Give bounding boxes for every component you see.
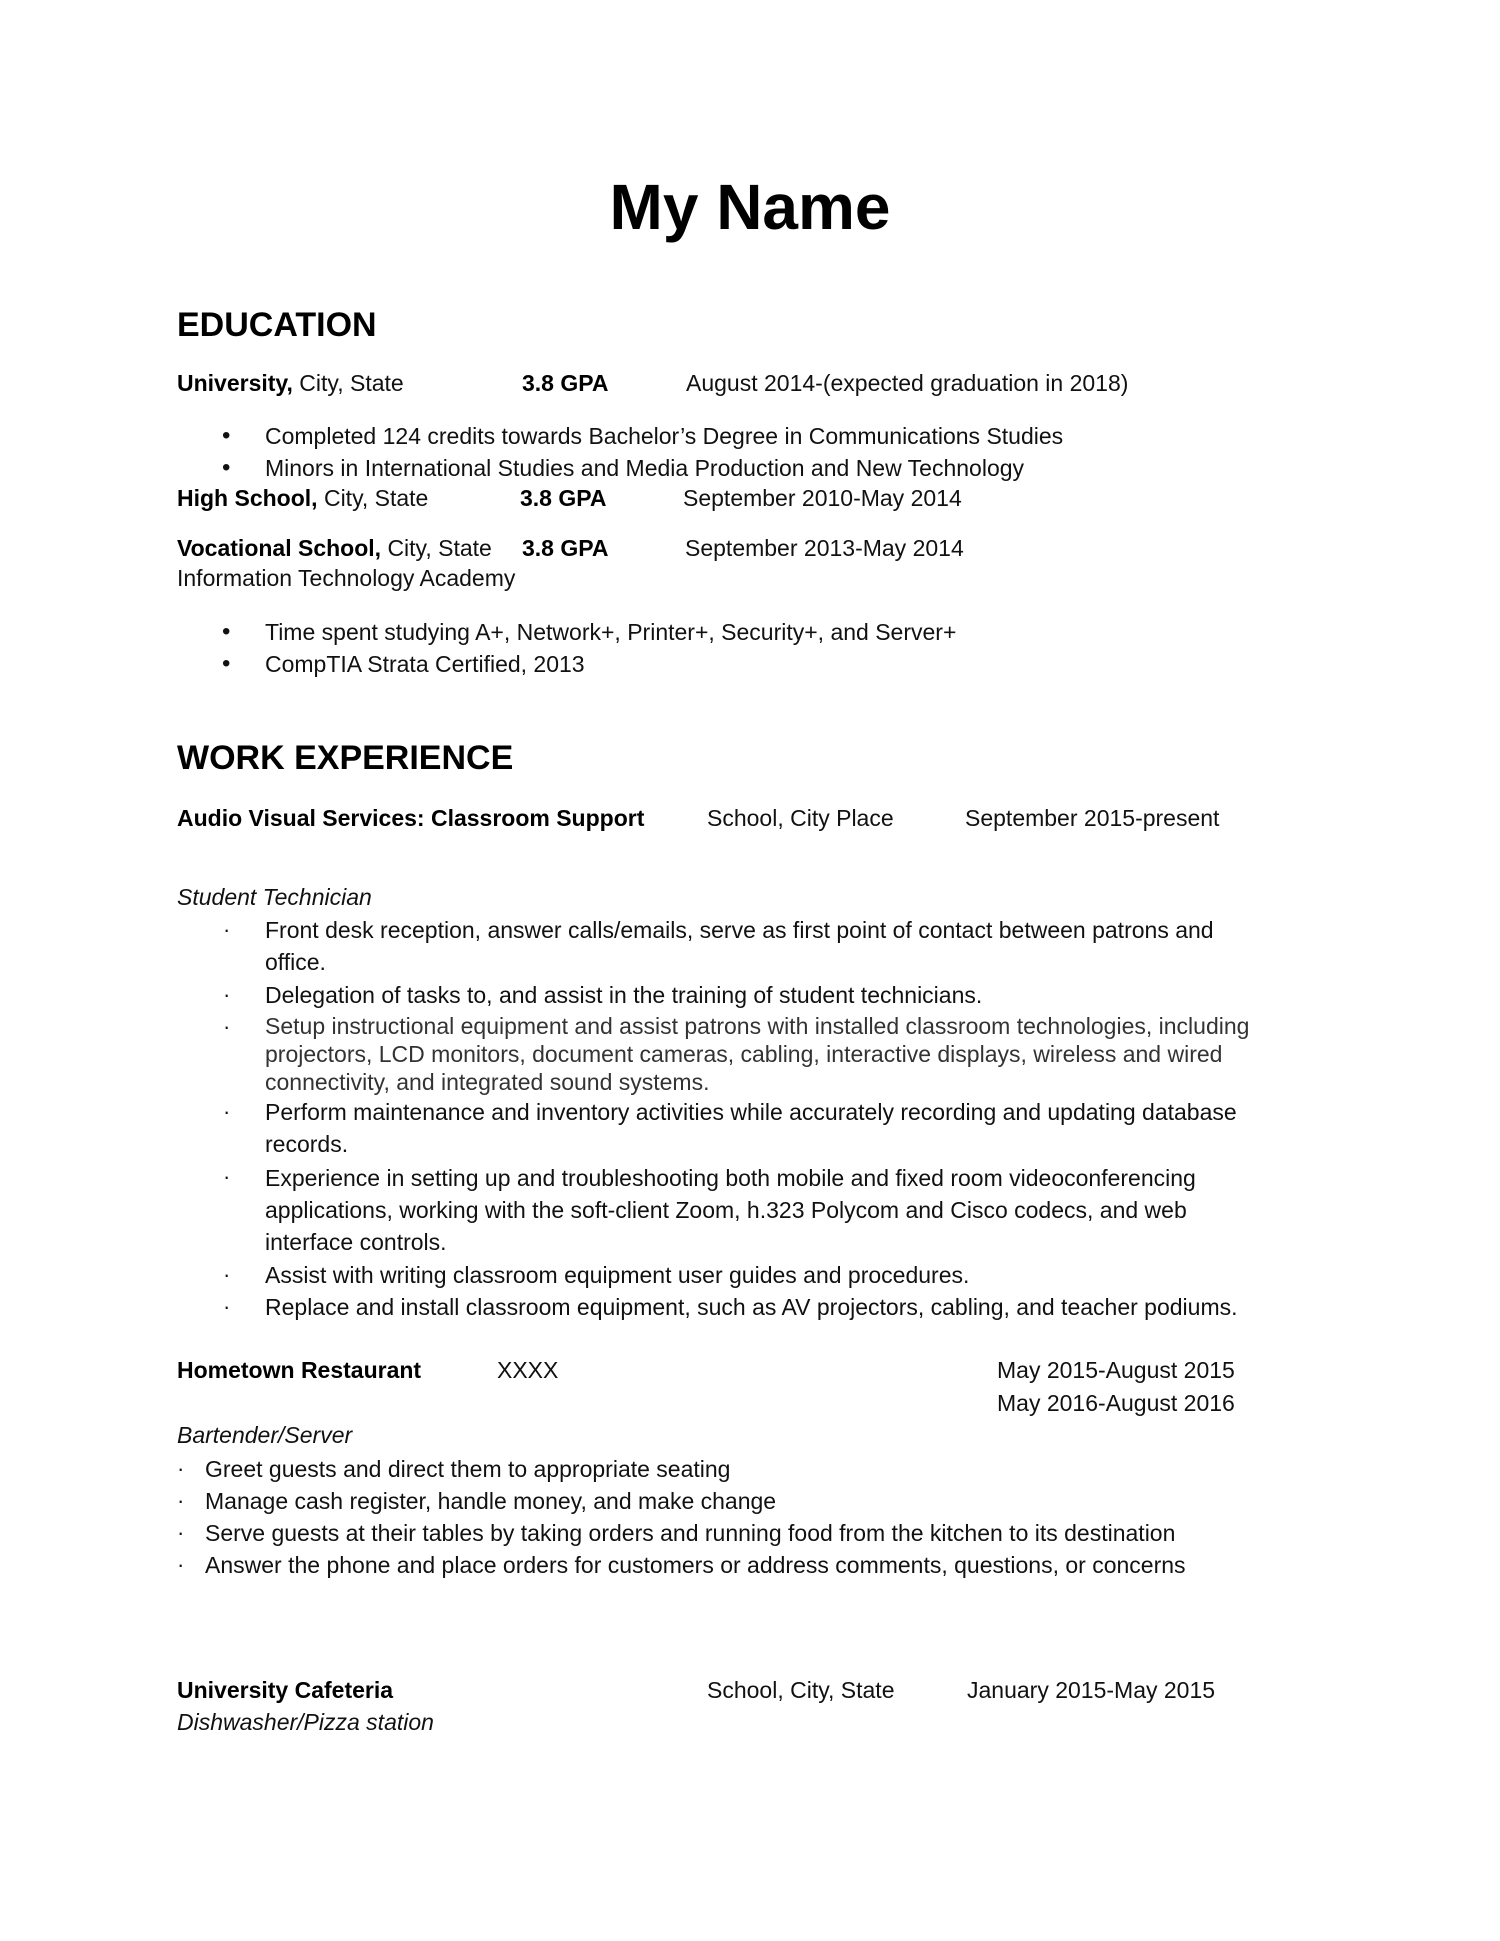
vocational-dates: September 2013-May 2014 bbox=[685, 535, 964, 561]
high-school-location: City, State bbox=[323, 485, 429, 511]
mid-dot-icon: · bbox=[177, 1488, 185, 1513]
list-item-line: connectivity, and integrated sound systems. bbox=[265, 1069, 710, 1095]
round-bullet-icon: • bbox=[222, 650, 231, 677]
job-employer: Hometown Restaurant bbox=[177, 1357, 422, 1383]
vocational-location: City, State bbox=[387, 535, 492, 561]
list-item-line: Front desk reception, answer calls/emails, serve as first point of contact between patrons and bbox=[265, 917, 1214, 943]
university-location: City, State bbox=[299, 370, 404, 396]
vocational-gpa: 3.8 GPA bbox=[522, 535, 609, 561]
mid-dot-icon: · bbox=[223, 1014, 231, 1039]
list-item: Manage cash register, handle money, and make change bbox=[205, 1488, 777, 1514]
round-bullet-icon: • bbox=[222, 618, 231, 645]
university-dates: August 2014-(expected graduation in 2018) bbox=[686, 370, 1129, 396]
mid-dot-icon: · bbox=[223, 1262, 231, 1287]
university-gpa: 3.8 GPA bbox=[522, 370, 609, 396]
job-location: XXXX bbox=[497, 1357, 559, 1383]
list-item-line: applications, working with the soft-client Zoom, h.323 Polycom and Cisco codecs, and web bbox=[265, 1197, 1187, 1223]
mid-dot-icon: · bbox=[223, 982, 231, 1007]
mid-dot-icon: · bbox=[223, 1099, 231, 1124]
job-dates: September 2015-present bbox=[965, 805, 1220, 831]
list-item: Completed 124 credits towards Bachelor’s Degree in Communications Studies bbox=[265, 423, 1064, 449]
job-location: School, City Place bbox=[707, 805, 894, 831]
job-dates: January 2015-May 2015 bbox=[967, 1677, 1216, 1703]
job-dates: May 2015-August 2015 bbox=[997, 1357, 1235, 1383]
university-entry bbox=[177, 368, 404, 398]
university-name: University, bbox=[177, 370, 293, 396]
high-school-name: High School, bbox=[177, 485, 318, 511]
list-item bbox=[265, 1097, 1237, 1159]
education-heading: EDUCATION bbox=[177, 306, 377, 344]
job-dates: May 2016-August 2016 bbox=[997, 1390, 1235, 1416]
mid-dot-icon: · bbox=[223, 1294, 231, 1319]
mid-dot-icon: · bbox=[177, 1552, 185, 1577]
list-item-line: office. bbox=[265, 949, 326, 975]
list-item-line: records. bbox=[265, 1131, 349, 1157]
list-item bbox=[265, 1012, 1249, 1096]
list-item bbox=[265, 1162, 1196, 1258]
job-employer: University Cafeteria bbox=[177, 1677, 394, 1703]
list-item: Replace and install classroom equipment, such as AV projectors, cabling, and teacher podiums. bbox=[265, 1294, 1238, 1320]
resume-name: My Name bbox=[609, 171, 891, 243]
list-item: Serve guests at their tables by taking orders and running food from the kitchen to its destination bbox=[205, 1520, 1176, 1546]
list-item-line: Perform maintenance and inventory activities while accurately recording and updating database bbox=[265, 1099, 1237, 1125]
list-item-line: projectors, LCD monitors, document cameras, cabling, interactive displays, wireless and wired bbox=[265, 1041, 1223, 1067]
mid-dot-icon: · bbox=[177, 1520, 185, 1545]
list-item-line: Setup instructional equipment and assist patrons with installed classroom technologies, including bbox=[265, 1013, 1250, 1039]
vocational-entry bbox=[177, 533, 492, 563]
list-item: Answer the phone and place orders for customers or address comments, questions, or concerns bbox=[205, 1552, 1186, 1578]
list-item-line: interface controls. bbox=[265, 1229, 447, 1255]
work-experience-heading: WORK EXPERIENCE bbox=[177, 739, 514, 777]
vocational-program: Information Technology Academy bbox=[177, 565, 516, 591]
round-bullet-icon: • bbox=[222, 422, 231, 449]
list-item: Delegation of tasks to, and assist in the training of student technicians. bbox=[265, 982, 983, 1008]
list-item: Greet guests and direct them to appropriate seating bbox=[205, 1456, 731, 1482]
list-item-line: Experience in setting up and troubleshooting both mobile and fixed room videoconferencing bbox=[265, 1165, 1196, 1191]
list-item: CompTIA Strata Certified, 2013 bbox=[265, 651, 585, 677]
job-role: Dishwasher/Pizza station bbox=[177, 1709, 434, 1735]
list-item bbox=[265, 915, 1214, 977]
job-role: Bartender/Server bbox=[177, 1422, 353, 1448]
high-school-gpa: 3.8 GPA bbox=[520, 485, 607, 511]
high-school-entry bbox=[177, 483, 428, 513]
mid-dot-icon: · bbox=[223, 1164, 231, 1189]
job-employer: Audio Visual Services: Classroom Support bbox=[177, 805, 645, 831]
round-bullet-icon: • bbox=[222, 454, 231, 481]
list-item: Assist with writing classroom equipment user guides and procedures. bbox=[265, 1262, 970, 1288]
job-role: Student Technician bbox=[177, 884, 372, 910]
vocational-name: Vocational School, bbox=[177, 535, 382, 561]
list-item: Minors in International Studies and Media Production and New Technology bbox=[265, 455, 1025, 481]
mid-dot-icon: · bbox=[223, 917, 231, 942]
mid-dot-icon: · bbox=[177, 1456, 185, 1481]
list-item: Time spent studying A+, Network+, Printer+, Security+, and Server+ bbox=[265, 619, 957, 645]
job-location: School, City, State bbox=[707, 1677, 895, 1703]
high-school-dates: September 2010-May 2014 bbox=[683, 485, 962, 511]
